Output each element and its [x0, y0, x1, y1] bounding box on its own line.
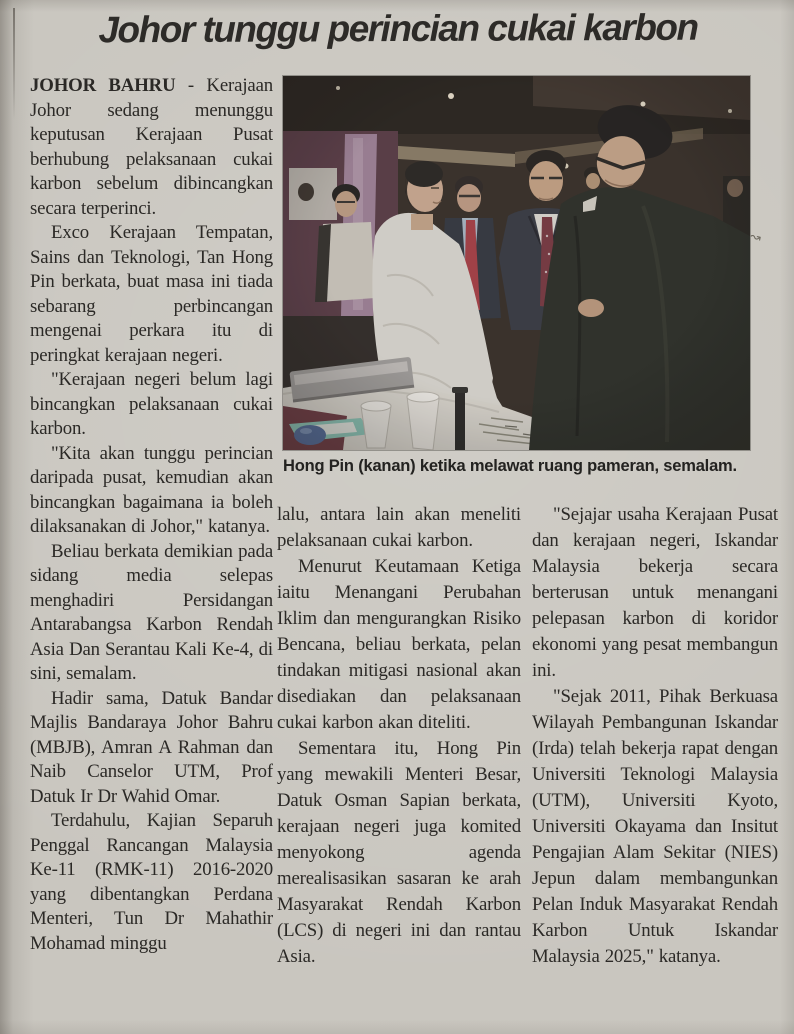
- lead-text: - Kerajaan Johor sedang menunggu keputusan Kerajaan Pusat berhubung pelaksanaan cukai karbon sebelum dibincangkan secara terperinci.: [30, 75, 273, 219]
- article-paragraph: Terdahulu, Kajian Separuh Penggal Rancangan Malaysia Ke-11 (RMK-11) 2016-2020 yang dibentangkan Perdana Menteri, Tun Dr Mahathir Mohamad minggu: [30, 810, 273, 954]
- article-photo-figure: [283, 76, 750, 476]
- column-right: [532, 502, 778, 1026]
- article-photo: [283, 76, 750, 450]
- article-paragraph: "Sejak 2011, Pihak Berkuasa Wilayah Pembangunan Iskandar (Irda) telah bekerja rapat dengan Universiti Teknologi Malaysia (UTM), Universiti Kyoto, Universiti Okayama dan Insitut Pengajian Alam Sekitar (NIES) Jepun dalam membangunkan Pelan Induk Masyarakat Rendah Karbon Untuk Iskandar Malaysia 2025," katanya.: [532, 686, 778, 967]
- article-paragraph: Sementara itu, Hong Pin yang mewakili Menteri Besar, Datuk Osman Sapian berkata, kerajaan negeri juga komited menyokong agenda merealisasikan sasaran ke arah Masyarakat Rendah Karbon (LCS) di negeri ini dan rantau Asia.: [277, 738, 521, 967]
- column-left-paragraphs: [30, 221, 273, 956]
- article-paragraph: Exco Kerajaan Tempatan, Sains dan Teknologi, Tan Hong Pin berkata, buat masa ini tiada sebarang perbincangan mengenai perkara itu di peringkat kerajaan negeri.: [30, 222, 273, 366]
- article-paragraph: Hadir sama, Datuk Bandar Majlis Bandaraya Johor Bahru (MBJB), Amran A Rahman dan Naib Canselor UTM, Prof Datuk Ir Dr Wahid Omar.: [30, 687, 273, 807]
- article-paragraph: Beliau berkata demikian pada sidang media selepas menghadiri Persidangan Antarabangsa Karbon Rendah Asia Dan Serantau Kali Ke-4, di sini, semalam.: [30, 540, 273, 684]
- pen-mark-icon: ↝: [748, 229, 763, 246]
- headline: Johor tunggu perincian cukai karbon: [98, 6, 698, 51]
- page-fold-line: [13, 8, 15, 120]
- article-paragraph: [30, 74, 273, 221]
- column-right-paragraphs: [532, 502, 778, 970]
- article-paragraph: Menurut Keutamaan Ketiga iaitu Menangani Perubahan Iklim dan mengurangkan Risiko Bencana, beliau berkata, pelan tindakan mitigasi nasional akan disediakan dan pelaksanaan cukai karbon akan diteliti.: [277, 556, 521, 733]
- dateline: JOHOR BAHRU: [30, 75, 176, 96]
- column-middle: [277, 502, 521, 1026]
- article-paragraph: lalu, antara lain akan meneliti pelaksanaan cukai karbon.: [277, 504, 521, 551]
- photo-caption: Hong Pin (kanan) ketika melawat ruang pameran, semalam.: [283, 457, 737, 475]
- article-paragraph: "Sejajar usaha Kerajaan Pusat dan kerajaan negeri, Iskandar Malaysia bekerja secara berterusan untuk menangani pelepasan karbon di koridor ekonomi yang pesat membangun ini.: [532, 504, 778, 681]
- article-paragraph: "Kerajaan negeri belum lagi bincangkan pelaksanaan cukai karbon.: [30, 369, 273, 439]
- article-paragraph: "Kita akan tunggu perincian daripada pusat, kemudian akan bincangkan bagaimana ia boleh dilaksanakan di Johor," katanya.: [30, 442, 273, 537]
- column-middle-paragraphs: [277, 502, 521, 970]
- column-left: [30, 74, 273, 1026]
